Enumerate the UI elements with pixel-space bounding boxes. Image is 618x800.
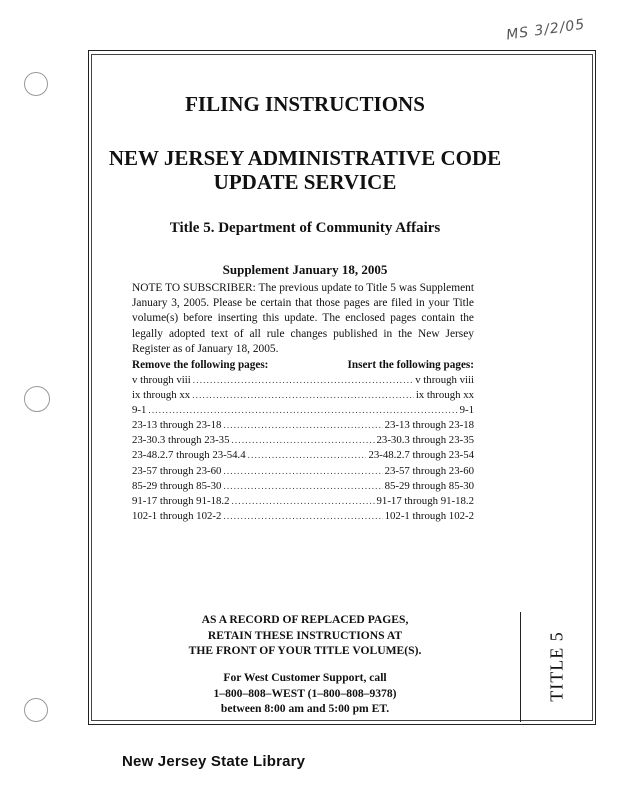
code-title-line2: UPDATE SERVICE (213, 170, 397, 194)
support-line1: For West Customer Support, call (223, 671, 387, 684)
insert-page-range: 23-13 through 23-18 (384, 419, 474, 432)
insert-page-range: 23-48.2.7 through 23-54 (368, 449, 474, 462)
page-row (132, 418, 474, 433)
dot-leader (223, 418, 382, 433)
insert-page-range: 23-30.3 through 23-35 (376, 434, 474, 447)
library-stamp: New Jersey State Library (122, 753, 306, 770)
page-row (132, 373, 474, 388)
support-phone: 1–800–808–WEST (1–800–808–9378) (213, 686, 397, 700)
record-notice (91, 612, 519, 659)
dot-leader (223, 464, 382, 479)
record-notice-line3: THE FRONT OF YOUR TITLE VOLUME(S). (188, 644, 422, 657)
dot-leader (231, 494, 374, 509)
dot-leader (148, 403, 457, 418)
filing-instructions-heading: FILING INSTRUCTIONS (185, 92, 425, 116)
record-notice-line2: RETAIN THESE INSTRUCTIONS AT (207, 628, 403, 642)
page-columns-header (132, 359, 474, 371)
page-row (132, 464, 474, 479)
remove-page-range: 23-57 through 23-60 (132, 464, 222, 477)
dot-leader (193, 373, 413, 388)
insert-page-range: v through viii (415, 374, 474, 386)
remove-pages-header: Remove the following pages: (132, 359, 269, 371)
remove-page-range: 9-1 (132, 404, 147, 417)
remove-page-range: 23-13 through 23-18 (132, 419, 222, 432)
handwritten-initials-date: MS 3/2/05 (505, 16, 587, 44)
code-title-line1: NEW JERSEY ADMINISTRATIVE CODE (108, 146, 502, 170)
page-replacement-list (132, 373, 474, 524)
title-tab-label: TITLE 5 (546, 630, 567, 702)
record-notice-line1: AS A RECORD OF REPLACED PAGES, (201, 613, 409, 626)
page-row (132, 479, 474, 494)
tab-divider-rule (520, 612, 521, 722)
punch-hole-middle (24, 386, 50, 412)
dot-leader (223, 509, 382, 524)
page-row (132, 509, 474, 524)
punch-hole-bottom (24, 698, 48, 722)
remove-page-range: 23-30.3 through 23-35 (132, 434, 230, 447)
insert-page-range: ix through xx (415, 389, 474, 402)
remove-page-range: 102-1 through 102-2 (132, 509, 222, 522)
page-row (132, 388, 474, 403)
insert-page-range: 85-29 through 85-30 (384, 479, 474, 492)
remove-page-range: 85-29 through 85-30 (132, 479, 222, 492)
remove-page-range: 23-48.2.7 through 23-54.4 (132, 449, 246, 462)
note-to-subscriber: NOTE TO SUBSCRIBER: The previous update to Title 5 was Supplement January 3, 2005. Please be certain that those pages are filed in your Title volume(s) before inserting this update. The enclosed pages contain the legally adopted text of all rule changes published in the New Jersey Register as of January 18, 2005. (132, 282, 474, 355)
insert-pages-header: Insert the following pages: (347, 359, 474, 371)
dot-leader (192, 388, 414, 403)
insert-page-range: 91-17 through 91-18.2 (376, 494, 474, 507)
page-row (132, 494, 474, 509)
title-department: Title 5. Department of Community Affairs (169, 220, 441, 236)
remove-page-range: 91-17 through 91-18.2 (132, 494, 230, 507)
page-row (132, 433, 474, 448)
insert-page-range: 102-1 through 102-2 (384, 509, 474, 522)
title-tab (522, 612, 592, 720)
support-hours: between 8:00 am and 5:00 pm ET. (220, 702, 390, 715)
page-row (132, 448, 474, 463)
punch-hole-top (24, 72, 48, 96)
customer-support-notice (91, 670, 519, 717)
insert-page-range: 23-57 through 23-60 (384, 464, 474, 477)
page-row (132, 403, 474, 418)
remove-page-range: ix through xx (132, 389, 191, 402)
dot-leader (248, 448, 367, 463)
insert-page-range: 9-1 (459, 404, 474, 417)
dot-leader (231, 433, 374, 448)
dot-leader (223, 479, 382, 494)
supplement-date: Supplement January 18, 2005 (222, 262, 388, 277)
remove-page-range: v through viii (132, 374, 191, 386)
